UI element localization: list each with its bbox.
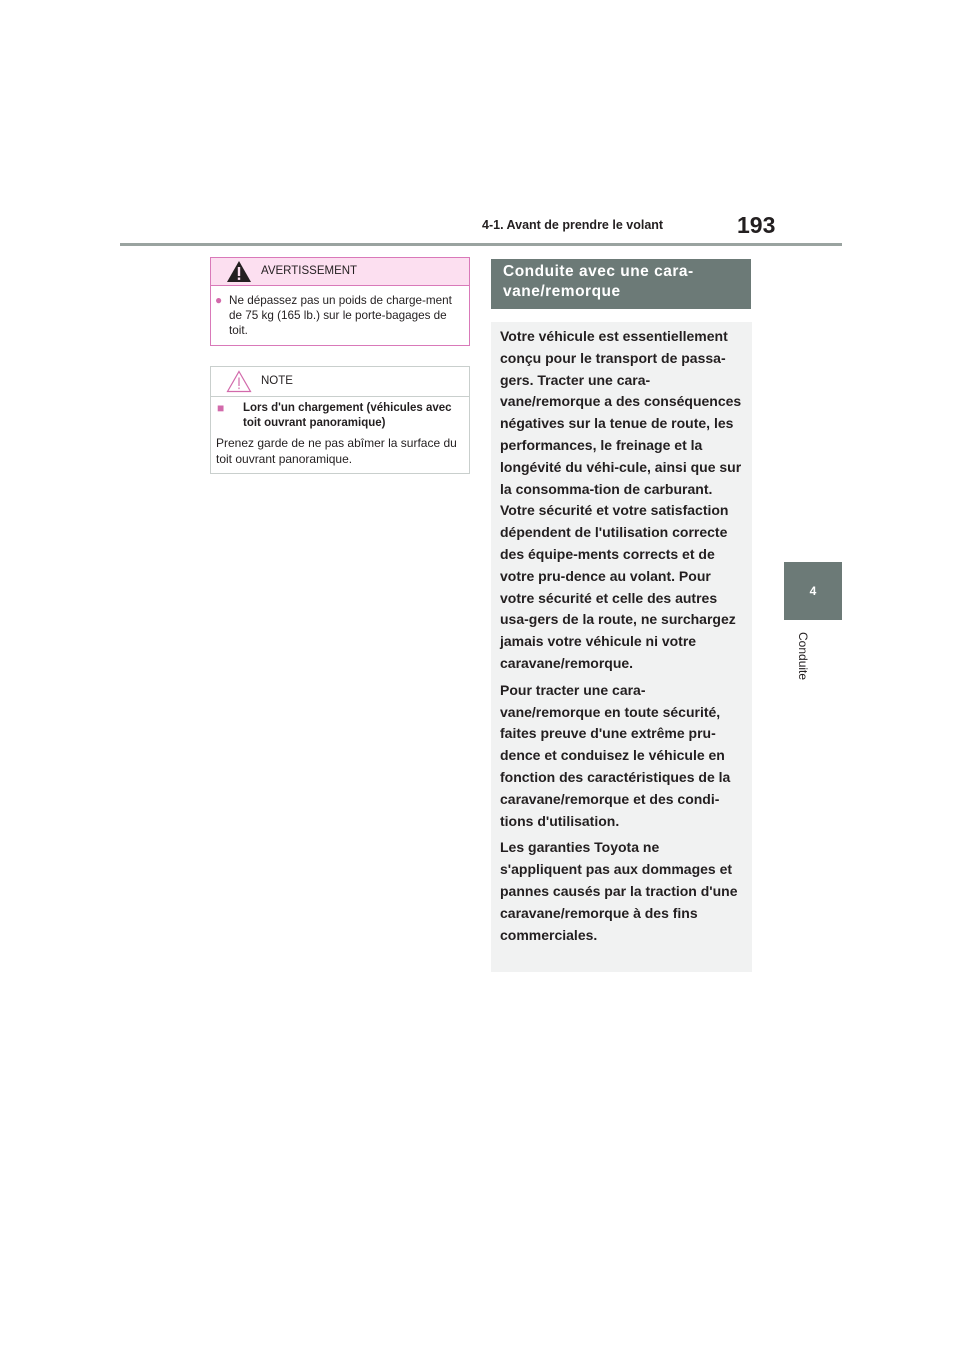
- note-text: Prenez garde de ne pas abîmer la surface du toit ouvrant panoramique.: [216, 436, 457, 466]
- section-paragraph: Votre véhicule est essentiellement conçu pour le transport de passa-gers. Tracter une cara-vane/remorque a des conséquences négatives sur la tenue de route, les performances, le freinage et la longévité du véhi-cule, ainsi que sur la consomma-tion de carburant. Votre sécurité et votre satisfaction dépendent de l'utilisation correcte des équipe-ments corrects et de votre pru-dence au volant. Pour votre sécurité et celle des autres usa-gers de la route, ne surchargez jamais votre véhicule ni votre caravane/remorque.: [500, 328, 742, 671]
- warning-body: [211, 286, 469, 338]
- page-number: 193: [737, 212, 776, 238]
- note-box: [210, 366, 470, 474]
- warning-icon: [226, 260, 252, 283]
- note-subheading: [211, 397, 469, 431]
- bullet-circle-icon: ●: [215, 293, 223, 307]
- section-heading: Conduite avec une cara-vane/remorque: [491, 259, 751, 309]
- warning-title: AVERTISSEMENT: [261, 265, 358, 277]
- chapter-tab: 4: [784, 562, 842, 620]
- warning-box: [210, 257, 470, 346]
- warning-header: [211, 258, 469, 286]
- section-paragraph: Les garanties Toyota ne s'appliquent pas aux dommages et pannes causés par la traction d'une caravane/remorque à des fins commerciales.: [500, 839, 738, 943]
- note-subheading-text: Lors d'un chargement (véhicules avec toit ouvrant panoramique): [243, 402, 452, 429]
- note-title: NOTE: [261, 375, 293, 387]
- header-rule: [120, 243, 842, 246]
- section-paragraph: Pour tracter une cara-vane/remorque en toute sécurité, faites preuve d'une extrême pru-dence et conduisez le véhicule en fonction des caractéristiques de la caravane/remorque et des condi-tions d'utilisation.: [500, 681, 731, 829]
- bullet-square-icon: ■: [217, 401, 225, 415]
- note-header: [211, 367, 469, 397]
- chapter-label: Conduite: [796, 632, 810, 681]
- caution-icon: [226, 370, 252, 393]
- warning-text: Ne dépassez pas un poids de charge-ment de 75 kg (165 lb.) sur le porte-bagages de toit.: [229, 294, 452, 337]
- section-body: [491, 322, 752, 972]
- header-section-title: 4-1. Avant de prendre le volant: [482, 218, 664, 232]
